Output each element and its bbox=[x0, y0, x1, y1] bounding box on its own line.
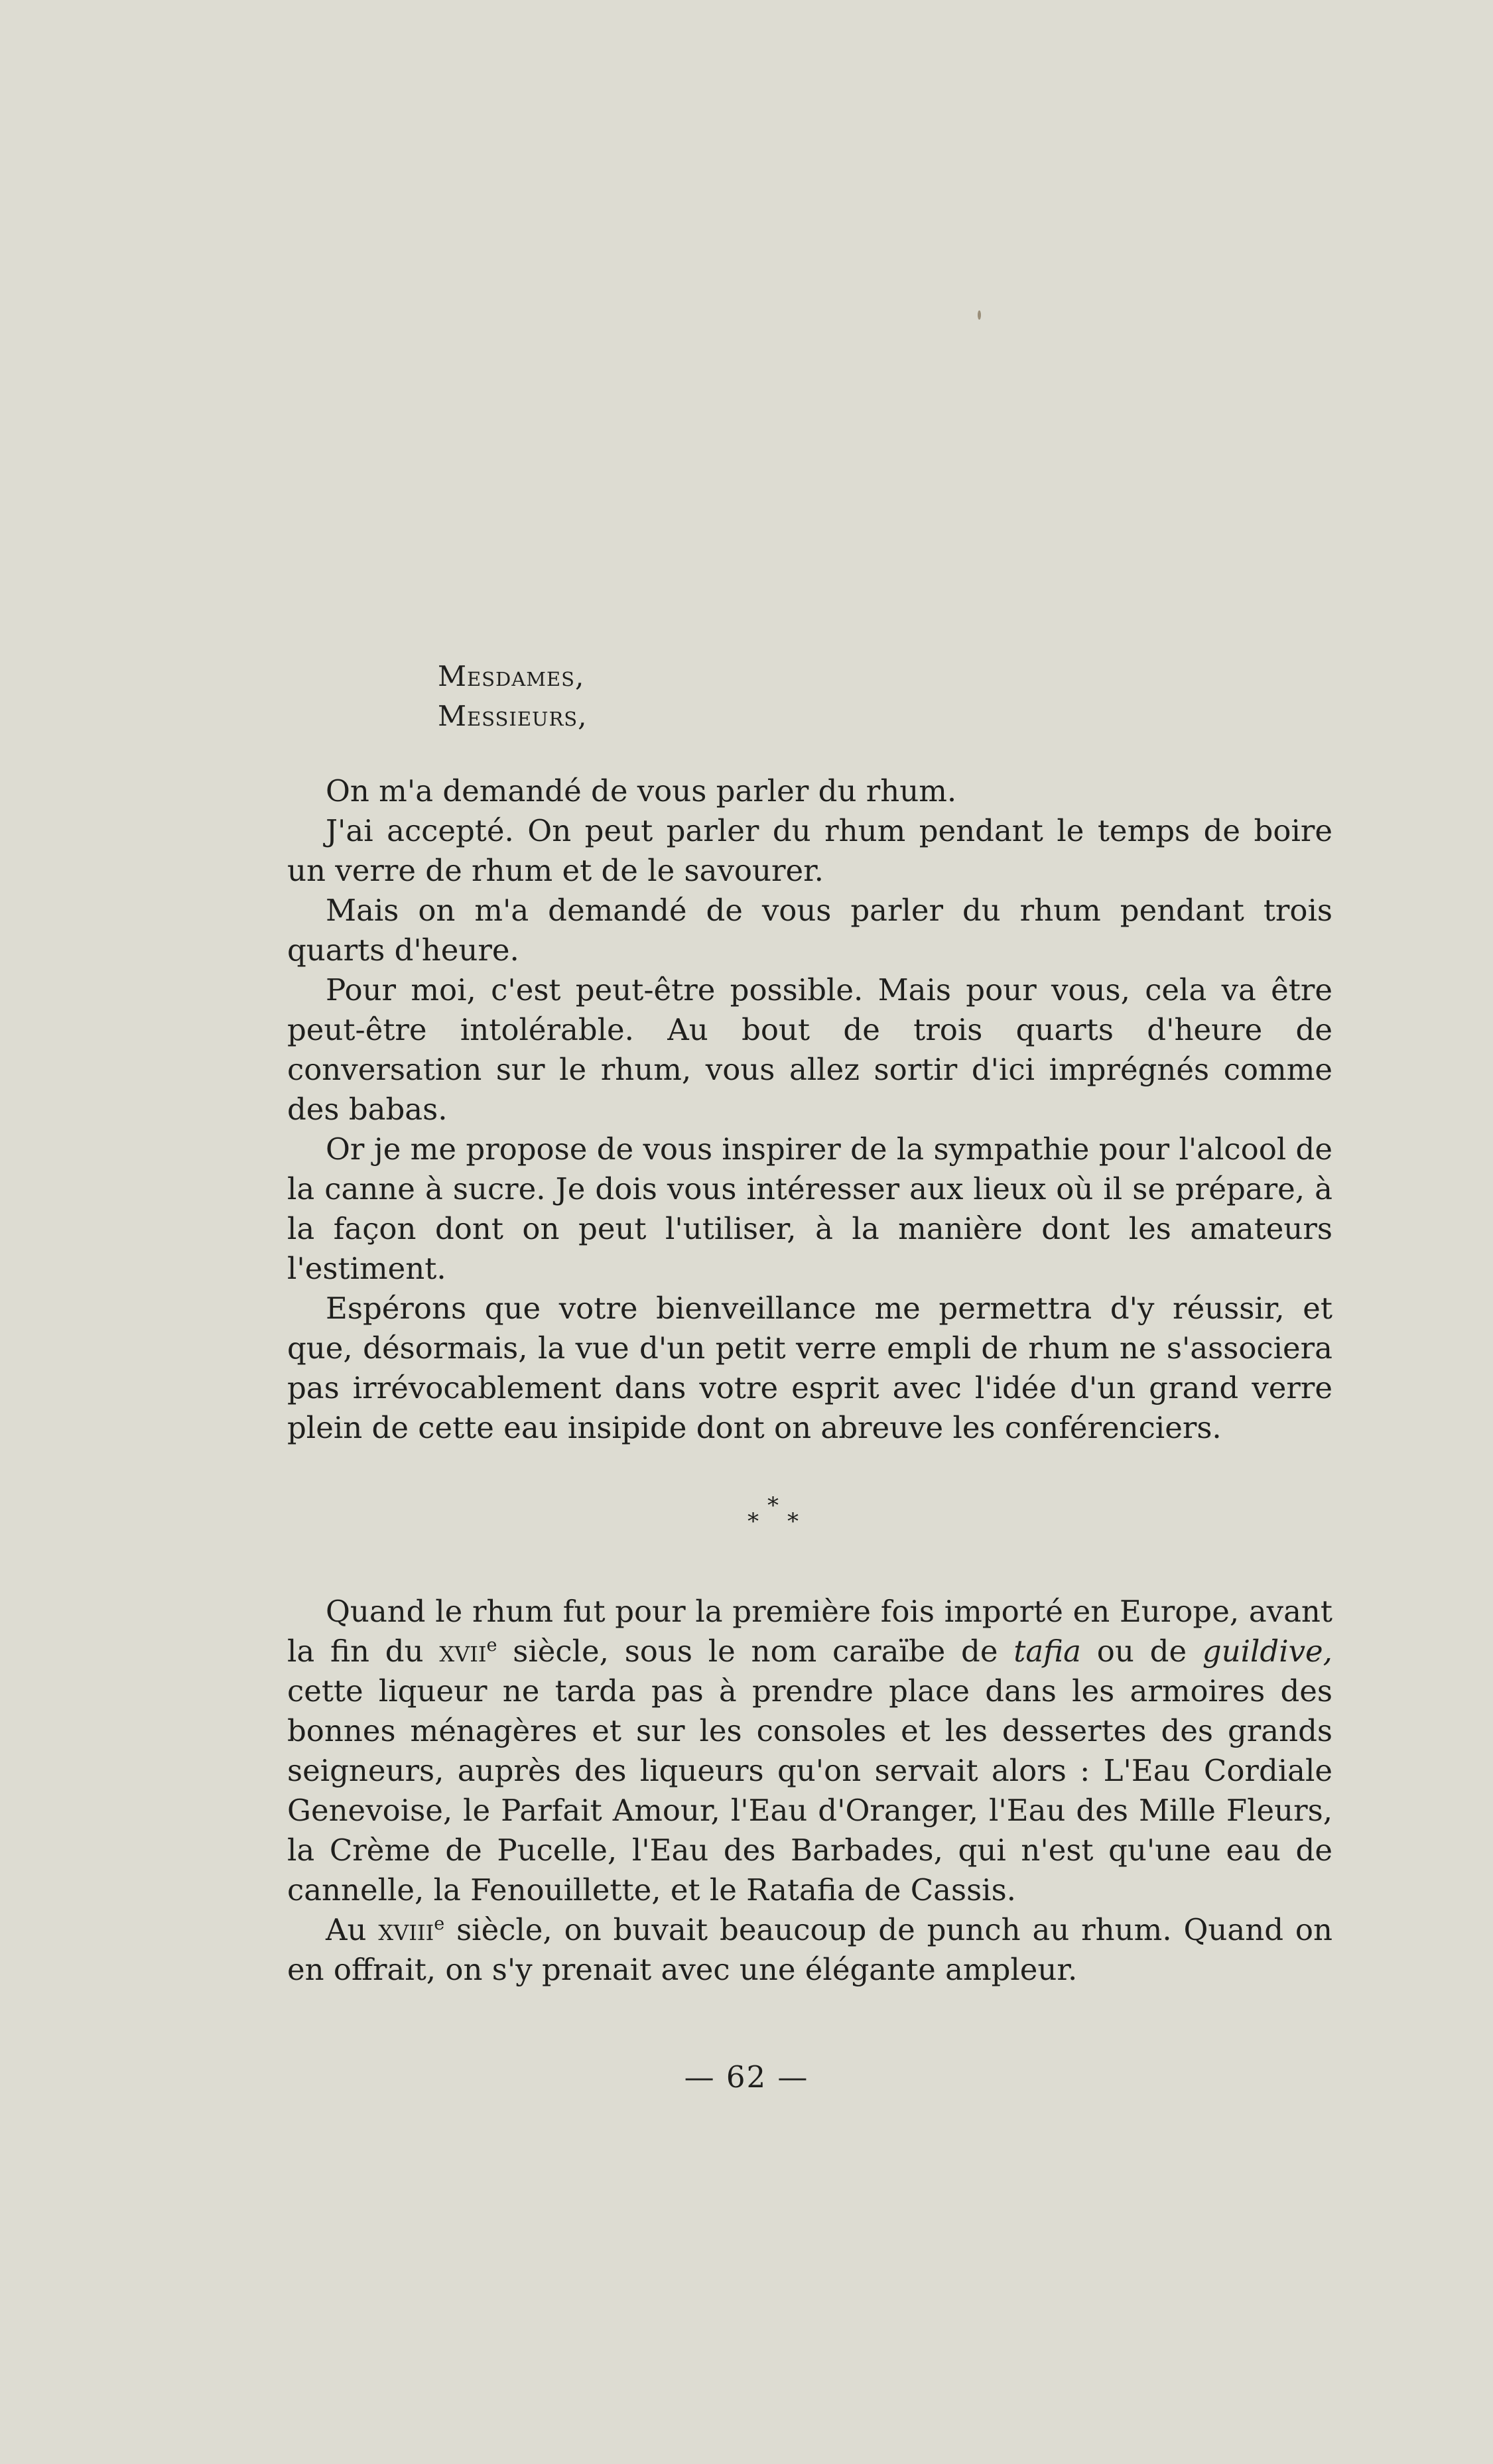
italic-term: guildive, bbox=[1202, 1634, 1332, 1669]
text-run: Quand le rhum fut pour la première fois importé en Europe, avant la fin du bbox=[287, 1594, 1332, 1669]
paragraph: Pour moi, c'est peut-être possible. Mais pour vous, cela va être peut-être intolérable. Au bout de trois quarts d'heure de conversation sur le rhum, vous allez sortir d'ici imprégnés comme des babas. bbox=[287, 972, 1332, 1127]
page-number: — 62 — bbox=[684, 2059, 809, 2095]
section-asterism bbox=[746, 1492, 826, 1540]
asterism-star: * bbox=[787, 1508, 799, 1535]
opening-text-block bbox=[287, 771, 1332, 1448]
text-run: ou de bbox=[1081, 1634, 1202, 1669]
text-run: cette liqueur ne tarda pas à prendre place dans les armoires des bonnes ménagères et sur les consoles et les dessertes des grands seigneurs, auprès des liqueurs qu'on servait alors : L'Eau Cordiale Genevoise, le Parfait Amour, l'Eau d'Oranger, l'Eau des Mille Fleurs, la Crème de Pucelle, l'Eau des Barbades, qui n'est qu'une eau de cannelle, la Fenouillette, et le Ratafia de Cassis. bbox=[287, 1673, 1332, 1908]
paragraph: J'ai accepté. On peut parler du rhum pendant le temps de boire un verre de rhum et de le savourer. bbox=[287, 813, 1332, 888]
century-superscript: e bbox=[434, 1913, 445, 1934]
paper-speck bbox=[978, 310, 981, 320]
century-superscript: e bbox=[486, 1634, 497, 1655]
paragraph: Mais on m'a demandé de vous parler du rhum pendant trois quarts d'heure. bbox=[287, 893, 1332, 968]
salutation-line-2: Messieurs, bbox=[438, 700, 588, 732]
italic-term: tafia bbox=[1013, 1634, 1082, 1669]
second-text-block bbox=[287, 1592, 1332, 1990]
paragraph-history bbox=[287, 1592, 1332, 1910]
text-run: siècle, on buvait beaucoup de punch au rhum. Quand on en offrait, on s'y prenait avec une élégante ampleur. bbox=[287, 1912, 1332, 1987]
century-numeral: xviii bbox=[378, 1912, 434, 1947]
asterism-star: * bbox=[747, 1508, 759, 1535]
salutation-line-1: Mesdames, bbox=[438, 660, 585, 692]
paragraph: On m'a demandé de vous parler du rhum. bbox=[326, 773, 957, 809]
paragraph: Espérons que votre bienveillance me permettra d'y réussir, et que, désormais, la vue d'un petit verre empli de rhum ne s'associera pas irrévocablement dans votre esprit avec l'idée d'un grand verre plein de cette eau insipide dont on abreuve les conférenciers. bbox=[287, 1291, 1332, 1445]
asterism-star: * bbox=[767, 1492, 779, 1519]
salutation bbox=[438, 657, 588, 736]
text-run: siècle, sous le nom caraïbe de bbox=[497, 1634, 1014, 1669]
century-numeral: xvii bbox=[439, 1634, 487, 1669]
paragraph-punch bbox=[287, 1910, 1332, 1990]
text-run: Au bbox=[326, 1912, 379, 1947]
paragraph: Or je me propose de vous inspirer de la sympathie pour l'alcool de la canne à sucre. Je dois vous intéresser aux lieux où il se prépare, à la façon dont on peut l'utiliser, à la manière dont les amateurs l'estiment. bbox=[287, 1132, 1332, 1286]
